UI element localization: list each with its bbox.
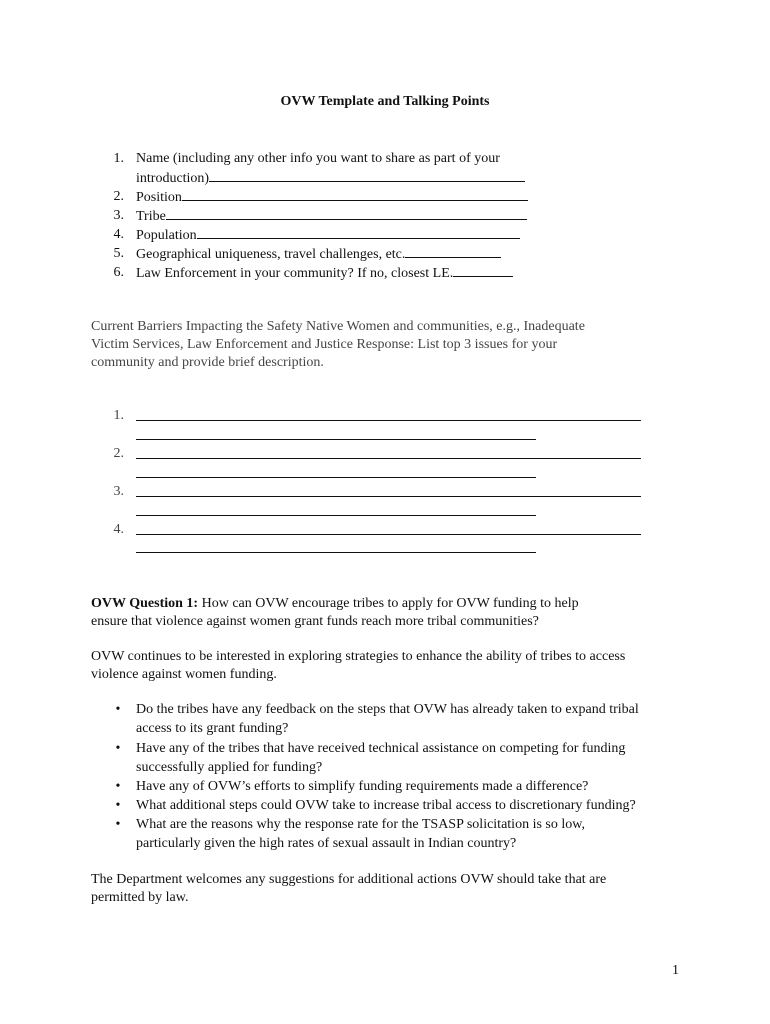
bullet-dot: • <box>115 817 121 832</box>
bullet-text: successfully applied for funding? <box>136 760 323 775</box>
list-number: 4. <box>113 227 124 242</box>
issue-line[interactable] <box>136 477 536 478</box>
issue-line[interactable] <box>136 552 536 553</box>
page-title: OVW Template and Talking Points <box>280 94 490 109</box>
bullet-dot: • <box>115 798 121 813</box>
list-item-tribe <box>136 206 527 226</box>
issue-number: 2. <box>113 446 124 461</box>
issue-line[interactable] <box>136 515 536 516</box>
paragraph-line: OVW continues to be interested in exploring strategies to enhance the ability of tribes to access <box>91 649 626 664</box>
fill-in-blank[interactable] <box>405 244 501 258</box>
fill-in-blank[interactable] <box>453 263 513 277</box>
list-item-name-cont <box>136 168 525 188</box>
issue-number: 1. <box>113 408 124 423</box>
bullet-text: access to its grant funding? <box>136 721 289 736</box>
issue-line[interactable] <box>136 534 641 535</box>
bullet-text: particularly given the high rates of sexual assault in Indian country? <box>136 836 517 851</box>
bullet-dot: • <box>115 741 121 756</box>
barriers-line: Victim Services, Law Enforcement and Justice Response: List top 3 issues for your <box>91 337 558 352</box>
list-item-position <box>136 187 528 207</box>
list-item-text: introduction) <box>136 171 210 186</box>
fill-in-blank[interactable] <box>182 187 528 201</box>
issue-line[interactable] <box>136 420 641 421</box>
paragraph-line: permitted by law. <box>91 890 189 905</box>
question-line <box>91 594 579 613</box>
question-text: How can OVW encourage tribes to apply for OVW funding to help <box>198 596 579 611</box>
fill-in-blank[interactable] <box>197 225 520 239</box>
question-label: OVW Question 1: <box>91 596 199 611</box>
list-item-text: Tribe <box>136 209 166 224</box>
question-line: ensure that violence against women grant funds reach more tribal communities? <box>91 614 539 629</box>
bullet-text: What additional steps could OVW take to increase tribal access to discretionary funding? <box>136 798 636 813</box>
list-item-text: Law Enforcement in your community? If no, closest LE. <box>136 266 454 281</box>
list-number: 5. <box>113 246 124 261</box>
bullet-text: Have any of the tribes that have received technical assistance on competing for funding <box>136 741 626 756</box>
list-item-text: Population <box>136 228 197 243</box>
bullet-dot: • <box>115 779 121 794</box>
list-number: 1. <box>113 151 124 166</box>
list-item-geography <box>136 244 501 264</box>
barriers-line: Current Barriers Impacting the Safety Native Women and communities, e.g., Inadequate <box>91 319 585 334</box>
issue-number: 4. <box>113 522 124 537</box>
list-item-name: Name (including any other info you want to share as part of your <box>136 151 500 166</box>
issue-line[interactable] <box>136 439 536 440</box>
list-number: 2. <box>113 189 124 204</box>
list-number: 3. <box>113 208 124 223</box>
issue-line[interactable] <box>136 496 641 497</box>
issue-number: 3. <box>113 484 124 499</box>
list-item-text: Position <box>136 190 182 205</box>
list-item-law-enforcement <box>136 263 513 283</box>
fill-in-blank[interactable] <box>166 206 527 220</box>
list-number: 6. <box>113 265 124 280</box>
bullet-text: Have any of OVW’s efforts to simplify funding requirements made a difference? <box>136 779 589 794</box>
paragraph-line: The Department welcomes any suggestions for additional actions OVW should take that are <box>91 872 607 887</box>
list-item-text: Geographical uniqueness, travel challenges, etc. <box>136 247 406 262</box>
bullet-text: Do the tribes have any feedback on the steps that OVW has already taken to expand tribal <box>136 702 639 717</box>
fill-in-blank[interactable] <box>209 168 525 182</box>
list-item-population <box>136 225 520 245</box>
issue-line[interactable] <box>136 458 641 459</box>
bullet-text: What are the reasons why the response rate for the TSASP solicitation is so low, <box>136 817 585 832</box>
barriers-line: community and provide brief description. <box>91 355 324 370</box>
page-number: 1 <box>672 963 679 978</box>
bullet-dot: • <box>115 702 121 717</box>
paragraph-line: violence against women funding. <box>91 667 277 682</box>
